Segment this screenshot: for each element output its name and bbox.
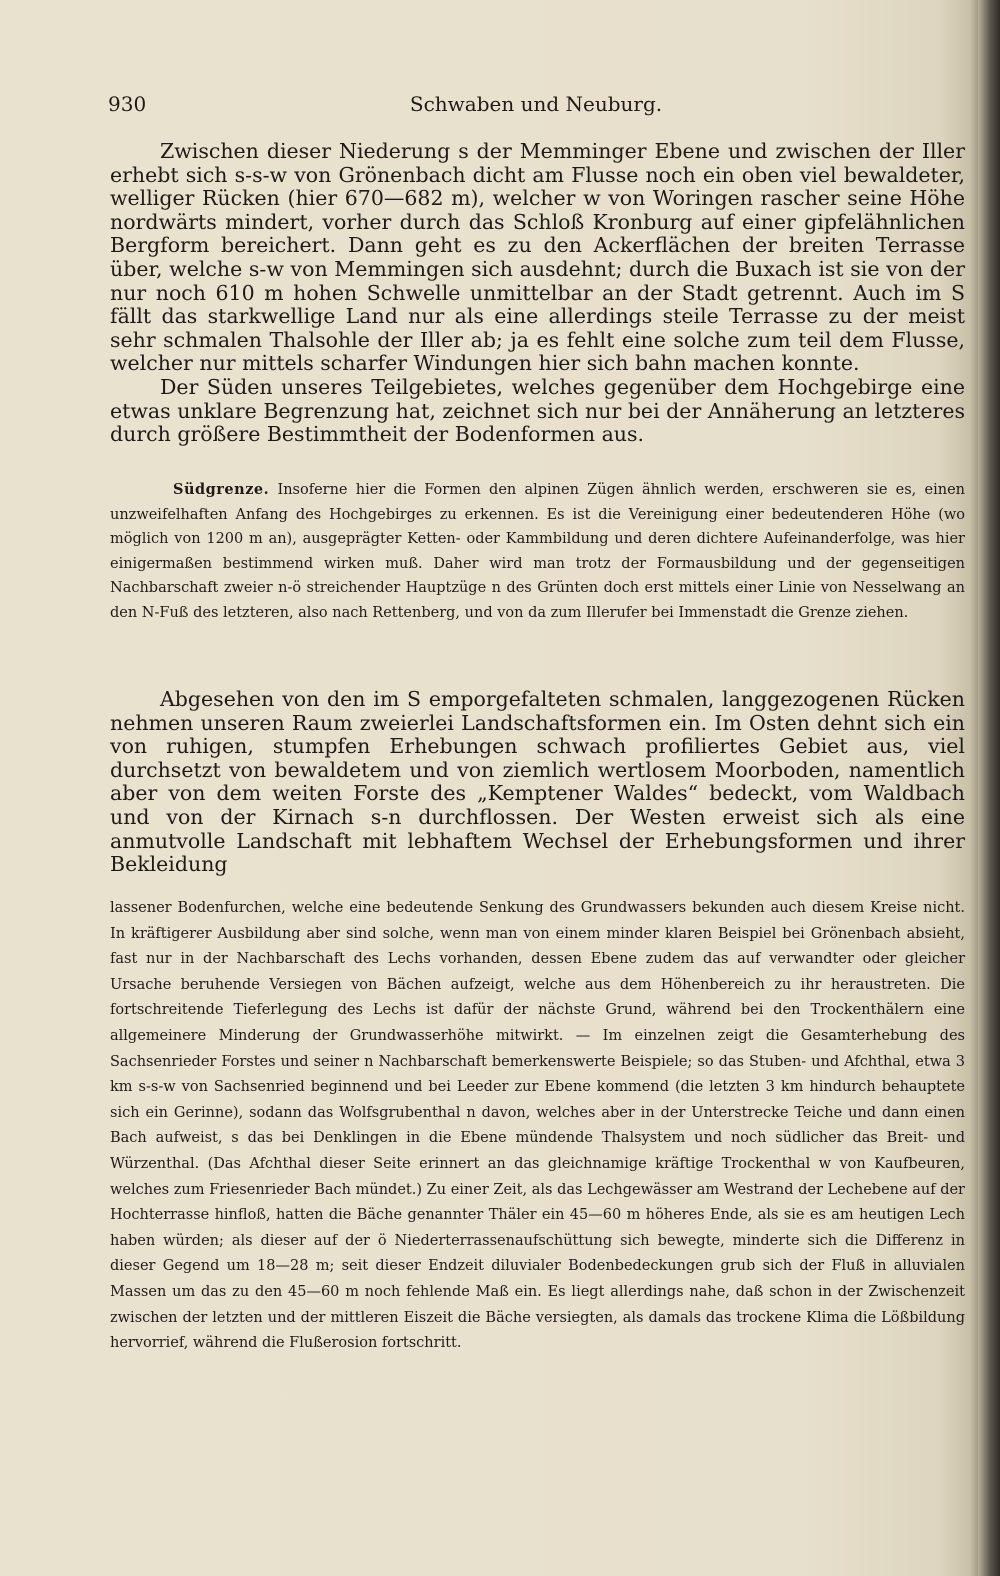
running-title: Schwaben und Neuburg.	[409, 92, 663, 116]
book-spine-shadow	[978, 0, 1000, 1576]
suedgrenze-paragraph	[110, 478, 965, 625]
footnote-block	[110, 896, 965, 1357]
suedgrenze-heading: Südgrenze.	[173, 481, 270, 498]
main-text-block-2	[110, 688, 965, 877]
paragraph-3: Abgesehen von den im S emporgefalteten schmalen, langgezogenen Rücken nehmen unseren Raum zweierlei Landschaftsformen ein. Im Osten dehnt sich ein von ruhigen, stumpfen Erhebungen schwach profiliertes Gebiet aus, viel durchsetzt von bewaldetem und von ziemlich wertlosem Moorboden, namentlich aber von dem weiten Forste des „Kemptener Waldes“ bedeckt, vom Waldbach und von der Kirnach s-n durchflossen. Der Westen erweist sich als eine anmutvolle Landschaft mit lebhaftem Wechsel der Erhebungsformen und ihrer Bekleidung	[110, 687, 965, 877]
suedgrenze-section	[110, 478, 965, 625]
page-header	[108, 88, 964, 124]
suedgrenze-text: Insoferne hier die Formen den alpinen Zügen ähnlich werden, erschweren sie es, einen unzweifelhaften Anfang des Hochgebirges zu erkennen. Es ist die Vereinigung einer bedeutenderen Höhe (wo möglich von 1200 m an), ausgeprägter Ketten- oder Kammbildung und deren dichtere Aufeinanderfolge, was hier einigermaßen bestimmend wirken muß. Daher wird man trotz der Formausbildung und der gegenseitigen Nachbarschaft zweier n-ö streichender Hauptzüge n des Grünten doch erst mittels einer Linie von Nesselwang an den N-Fuß des letzteren, also nach Rettenberg, und von da zum Illerufer bei Immenstadt die Grenze ziehen.	[110, 482, 966, 621]
main-text-block	[110, 140, 965, 447]
paragraph-2: Der Süden unseres Teilgebietes, welches gegenüber dem Hochgebirge eine etwas unklare Begrenzung hat, zeichnet sich nur bei der Annäherung an letzteres durch größere Bestimmtheit der Bodenformen aus.	[110, 374, 965, 447]
footnote-text: lassener Bodenfurchen, welche eine bedeutende Senkung des Grundwassers bekunden auch diesem Kreise nicht. In kräftigerer Ausbildung aber sind solche, wenn man von einem minder klaren Beispiel bei Grönenbach absieht, fast nur in der Nachbarschaft des Lechs vorhanden, dessen Ebene zudem das auf verwandter oder gleicher Ursache beruhende Versiegen von Bächen aufzeigt, welche aus dem Höhenbereich zu ihr heraustreten. Die fortschreitende Tieferlegung des Lechs ist dafür der nächste Grund, während bei den Trockenthälern eine allgemeinere Minderung der Grundwasserhöhe mitwirkt. — Im einzelnen zeigt die Gesamterhebung des Sachsenrieder Forstes und seiner n Nachbarschaft bemerkenswerte Beispiele; so das Stuben- und Afchthal, etwa 3 km s-s-w von Sachsenried beginnend und bei Leeder zur Ebene kommend (die letzten 3 km hindurch behauptete sich ein Gerinne), sodann das Wolfsgrubenthal n davon, welches aber in der Unterstrecke Teiche und dann einen Bach aufweist, s das bei Denklingen in die Ebene mündende Thalsystem und noch südlicher das Breit- und Würzenthal. (Das Afchthal dieser Seite erinnert an das gleichnamige kräftige Trockenthal w von Kaufbeuren, welches zum Friesenrieder Bach mündet.) Zu einer Zeit, als das Lechgewässer am Westrand der Lechebene auf der Hochterrasse hinfloß, hatten die Bäche genannter Thäler ein 45—60 m höheres Ende, als sie es am heutigen Lech haben würden; als dieser auf der ö Niederterrassenaufschüttung sich bewegte, minderte sich die Differenz in dieser Gegend um 18—28 m; seit dieser Endzeit diluvialer Bodenbedeckungen grub sich der Fluß in alluvialen Massen um das zu den 45—60 m noch fehlende Maß ein. Es liegt allerdings nahe, daß schon in der Zwischenzeit zwischen der letzten und der mittleren Eiszeit die Bäche versiegten, als damals das trockene Klima die Lößbildung hervorrief, während die Flußerosion fortschritt.	[110, 900, 965, 1352]
page-number: 930	[108, 92, 147, 116]
paragraph-1: Zwischen dieser Niederung s der Memminger Ebene und zwischen der Iller erhebt sich s-s-w von Grönenbach dicht am Flusse noch ein oben viel bewaldeter, welliger Rücken (hier 670—682 m), welcher w von Woringen rascher seine Höhe nordwärts mindert, vorher durch das Schloß Kronburg auf einer gipfelähnlichen Bergform bereichert. Dann geht es zu den Ackerflächen der breiten Terrasse über, welche s-w von Memmingen sich ausdehnt; durch die Buxach ist sie von der nur noch 610 m hohen Schwelle unmittelbar an der Stadt getrennt. Auch im S fällt das starkwellige Land nur als eine allerdings steile Terrasse zu der meist sehr schmalen Thalsohle der Iller ab; ja es fehlt eine solche zum teil dem Flusse, welcher nur mittels scharfer Windungen hier sich bahn machen konnte.	[110, 139, 965, 376]
